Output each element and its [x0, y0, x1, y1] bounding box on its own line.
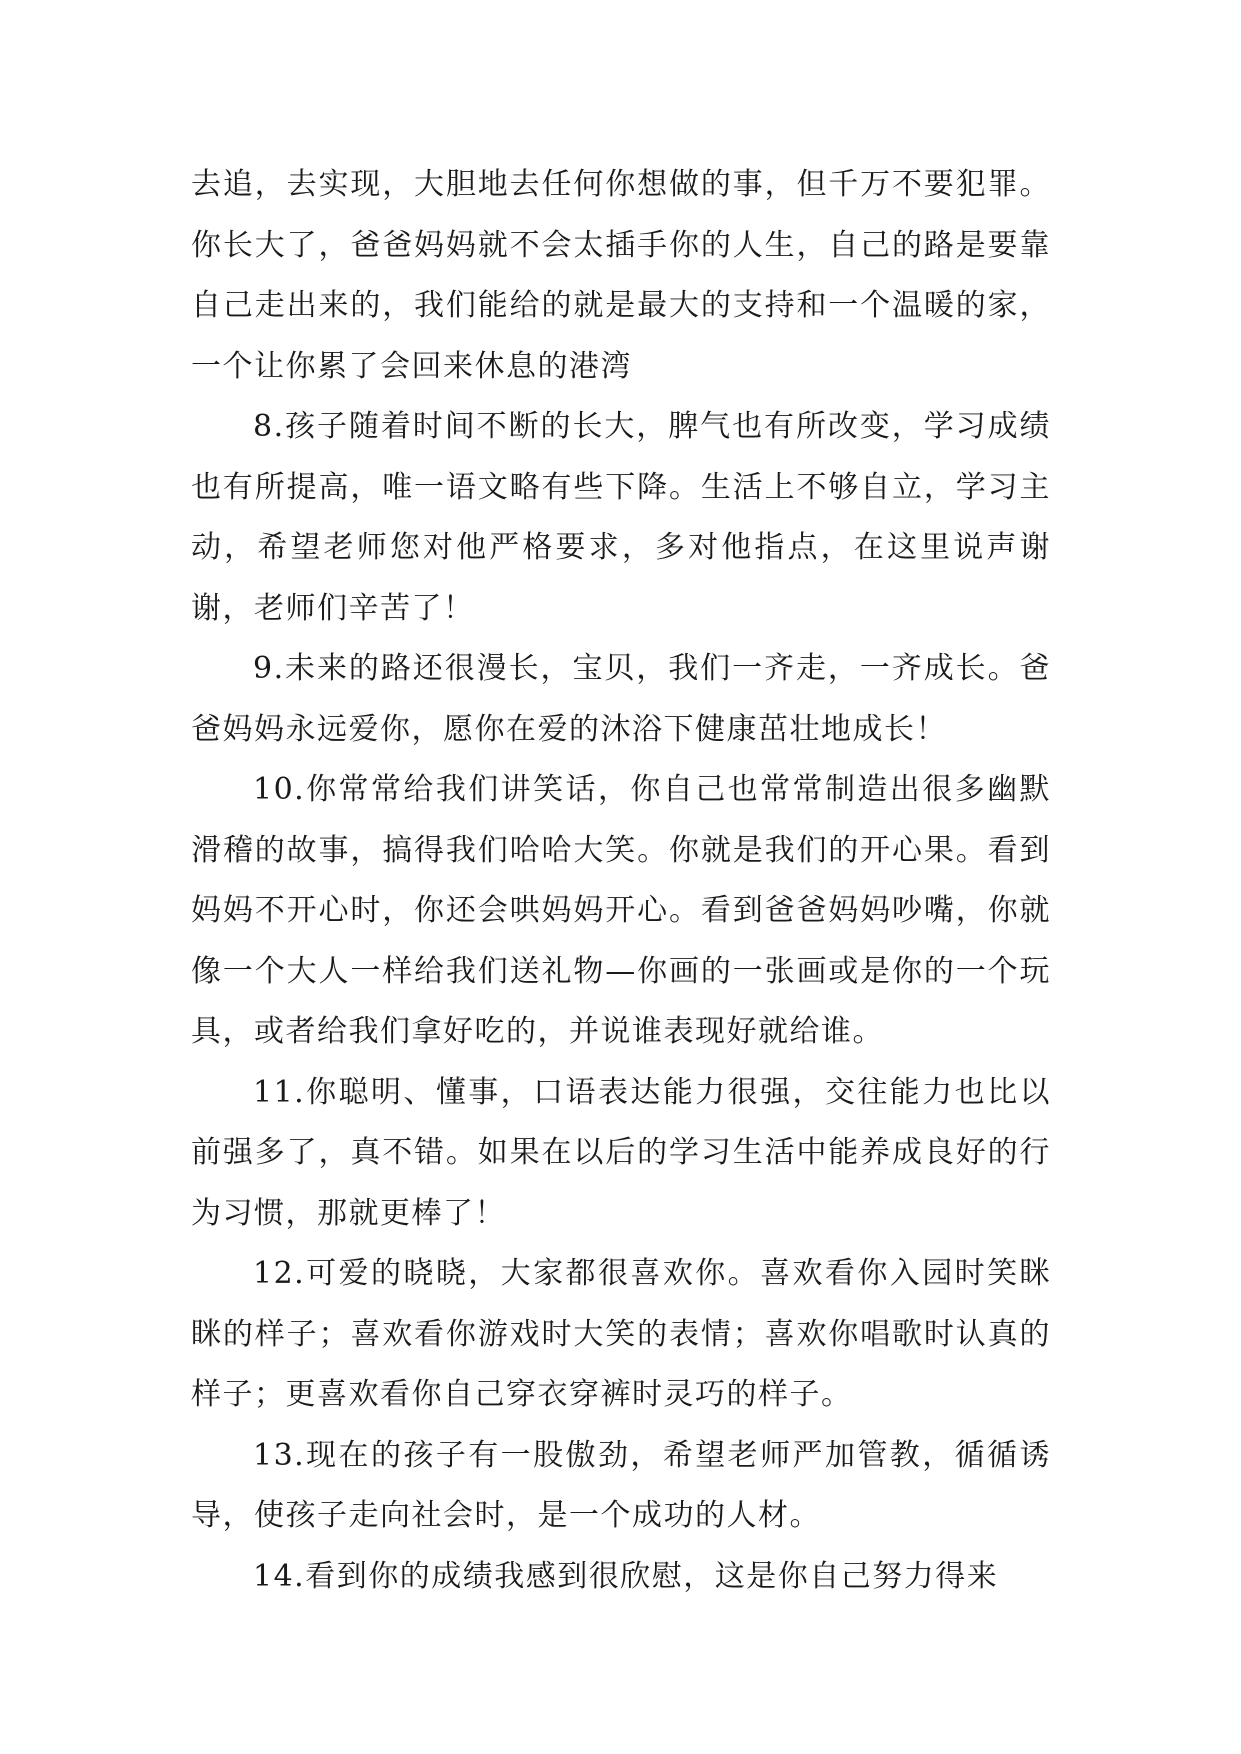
paragraph-item-8: 8.孩子随着时间不断的长大，脾气也有所改变，学习成绩也有所提高，唯一语文略有些下降。生活上不够自立，学习主动，希望老师您对他严格要求，多对他指点，在这里说声谢谢，老师们辛苦了！	[191, 409, 1051, 626]
paragraph-item-13: 13.现在的孩子有一股傲劲，希望老师严加管教，循循诱导，使孩子走向社会时，是一个成功的人材。	[191, 1437, 1051, 1533]
paragraph-item-9: 9.未来的路还很漫长，宝贝，我们一齐走，一齐成长。爸爸妈妈永远爱你，愿你在爱的沐浴下健康茁壮地成长！	[191, 651, 1051, 747]
paragraph-item-12: 12.可爱的晓晓，大家都很喜欢你。喜欢看你入园时笑眯眯的样子；喜欢看你游戏时大笑的表情；喜欢你唱歌时认真的样子；更喜欢看你自己穿衣穿裤时灵巧的样子。	[191, 1256, 1051, 1412]
paragraph-item-14: 14.看到你的成绩我感到很欣慰，这是你自己努力得来	[253, 1558, 999, 1594]
document-body	[191, 155, 1051, 1607]
paragraph-continuation: 去追，去实现，大胆地去任何你想做的事，但千万不要犯罪。你长大了，爸爸妈妈就不会太插手你的人生，自己的路是要靠自己走出来的，我们能给的就是最大的支持和一个温暖的家，一个让你累了会回来休息的港湾	[191, 167, 1051, 384]
paragraph-item-10: 10.你常常给我们讲笑话，你自己也常常制造出很多幽默滑稽的故事，搞得我们哈哈大笑。你就是我们的开心果。看到妈妈不开心时，你还会哄妈妈开心。看到爸爸妈妈吵嘴，你就像一个大人一样给我们送礼物—你画的一张画或是你的一个玩具，或者给我们拿好吃的，并说谁表现好就给谁。	[191, 772, 1051, 1049]
paragraph-item-11: 11.你聪明、懂事，口语表达能力很强，交往能力也比以前强多了，真不错。如果在以后的学习生活中能养成良好的行为习惯，那就更棒了！	[191, 1074, 1051, 1231]
